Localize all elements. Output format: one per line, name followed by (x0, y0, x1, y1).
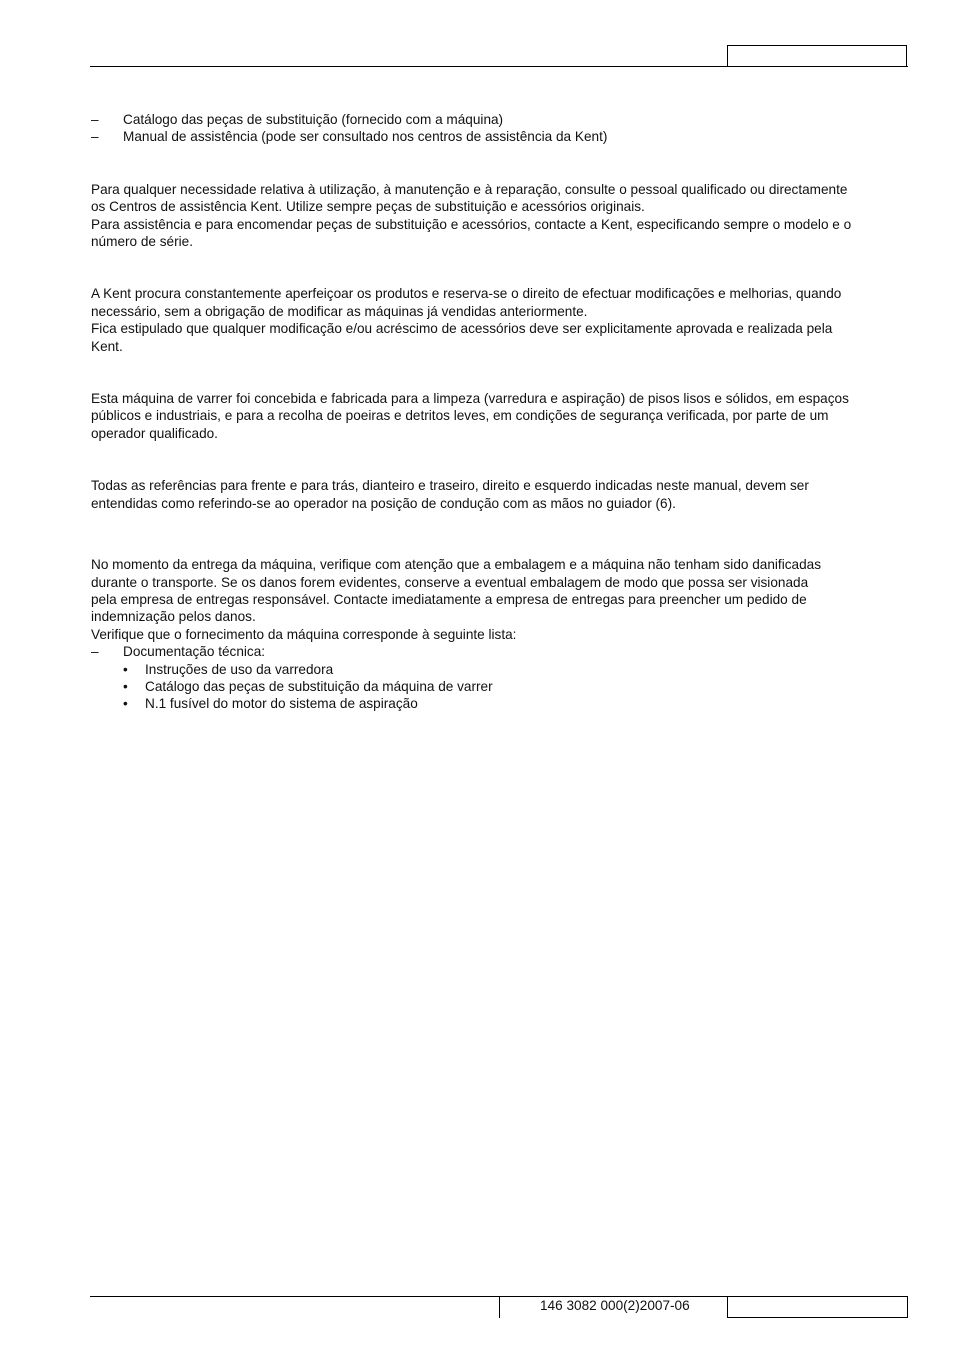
section-delivery (91, 556, 903, 713)
list-item-text: Documentação técnica: (123, 644, 266, 660)
paragraph-line: A Kent procura constantemente aperfeiçoar os produtos e reserva-se o direito de efectuar modificações e melhorias, quando (91, 286, 842, 302)
paragraph-line: Para assistência e para encomendar peças de substituição e acessórios, contacte a Kent, especificando sempre o modelo e o (91, 216, 852, 232)
paragraph-line: necessário, sem a obrigação de modificar as máquinas já vendidas anteriormente. (91, 303, 588, 319)
section-gap (91, 442, 903, 477)
header-rule (90, 66, 908, 67)
list-item (91, 128, 903, 145)
list-item-text: Manual de assistência (pode ser consultado nos centros de assistência da Kent) (123, 129, 608, 145)
bullet-marker: • (123, 696, 128, 712)
list-item-text: N.1 fusível do motor do sistema de aspiração (145, 696, 418, 712)
list-item-text: Instruções de uso da varredora (145, 661, 334, 677)
section-conventions (91, 477, 903, 512)
list-item (91, 111, 903, 128)
document-body (91, 111, 903, 713)
section-modifications (91, 285, 903, 355)
section-gap (91, 355, 903, 390)
header-page-box (727, 45, 907, 66)
dash-marker: – (91, 112, 99, 127)
paragraph-line: os Centros de assistência Kent. Utilize sempre peças de substituição e acessórios originais. (91, 199, 645, 215)
list-item (91, 678, 903, 695)
list-item (91, 661, 903, 678)
bullet-marker: • (123, 678, 128, 694)
paragraph-line: Fica estipulado que qualquer modificação e/ou acréscimo de acessórios deve ser explicitamente aprovada e realizada pela (91, 321, 833, 337)
section-gap (91, 146, 903, 181)
document-code: 146 3082 000(2)2007-06 (540, 1298, 690, 1313)
paragraph-line: durante o transporte. Se os danos forem evidentes, conserve a eventual embalagem de modo que possa ser visionada (91, 574, 809, 590)
list-item (91, 643, 903, 660)
section-gap (91, 512, 903, 556)
paragraph-line: indemnização pelos danos. (91, 609, 256, 625)
section-gap (91, 250, 903, 285)
paragraph-line: Kent. (91, 338, 123, 354)
list-item-text: Catálogo das peças de substituição da máquina de varrer (145, 678, 493, 694)
documentation-list (91, 661, 903, 713)
footer-page-box (727, 1296, 908, 1318)
section-assistance (91, 181, 903, 251)
section-intended-use (91, 390, 903, 442)
paragraph-line: Para qualquer necessidade relativa à utilização, à manutenção e à reparação, consulte o pessoal qualificado ou directamente (91, 181, 848, 197)
intro-list (91, 111, 903, 146)
paragraph-line: Esta máquina de varrer foi concebida e fabricada para a limpeza (varredura e aspiração) de pisos lisos e sólidos, em espaços (91, 391, 849, 407)
paragraph-line: Verifique que o fornecimento da máquina corresponde à seguinte lista: (91, 626, 517, 642)
dash-marker: – (91, 129, 99, 145)
bullet-marker: • (123, 661, 128, 677)
dash-marker: – (91, 644, 99, 660)
paragraph-line: operador qualificado. (91, 425, 218, 441)
paragraph-line: número de série. (91, 234, 194, 250)
paragraph-line: No momento da entrega da máquina, verifique com atenção que a embalagem e a máquina não tenham sido danificadas (91, 557, 821, 573)
paragraph-line: pela empresa de entregas responsável. Contacte imediatamente a empresa de entregas para preencher um pedido de (91, 591, 807, 607)
delivery-list (91, 643, 903, 660)
list-item (91, 695, 903, 712)
paragraph-line: entendidas como referindo-se ao operador na posição de condução com as mãos no guiador (6). (91, 495, 676, 511)
list-item-text: Catálogo das peças de substituição (fornecido com a máquina) (123, 112, 504, 127)
paragraph-line: Todas as referências para frente e para trás, dianteiro e traseiro, direito e esquerdo indicadas neste manual, devem ser (91, 478, 809, 494)
paragraph-line: públicos e industriais, e para a recolha de poeiras e detritos leves, em condições de segurança verificada, por parte de um (91, 408, 829, 424)
footer-divider (499, 1296, 500, 1318)
